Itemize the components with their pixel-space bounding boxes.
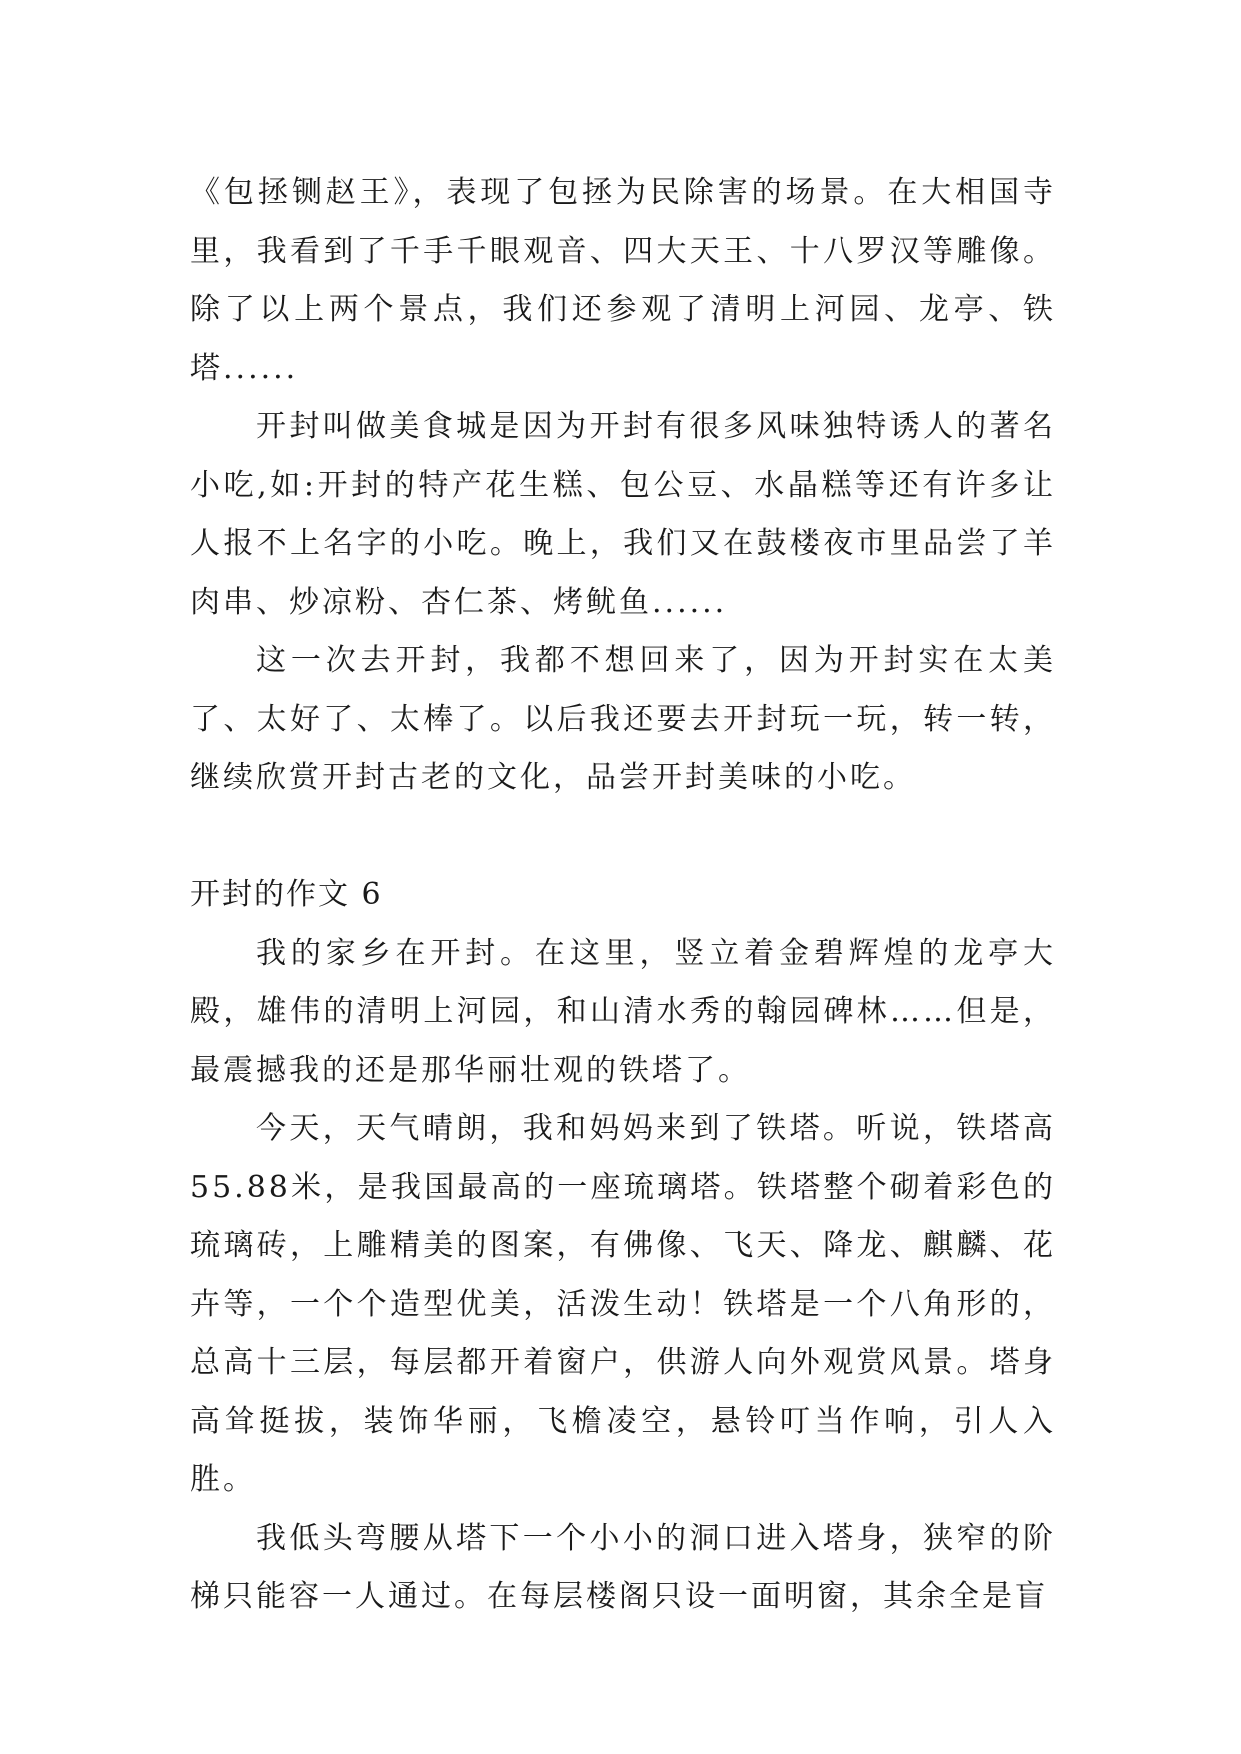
section-gap xyxy=(190,808,1056,867)
paragraph-entering-pagoda: 我低头弯腰从塔下一个小小的洞口进入塔身，狭窄的阶梯只能容一人通过。在每层楼阁只设一面明窗，其余全是盲 xyxy=(190,1520,1056,1614)
section-title: 开封的作文 6 xyxy=(190,877,383,912)
paragraph-conclusion: 这一次去开封，我都不想回来了，因为开封实在太美了、太好了、太棒了。以后我还要去开封玩一玩，转一转，继续欣赏开封古老的文化，品尝开封美味的小吃。 xyxy=(190,643,1056,795)
paragraph-hometown: 我的家乡在开封。在这里，竖立着金碧辉煌的龙亭大殿，雄伟的清明上河园，和山清水秀的翰园碑林……但是，最震撼我的还是那华丽壮观的铁塔了。 xyxy=(190,935,1056,1088)
document-body xyxy=(190,164,1056,1627)
paragraph-iron-pagoda: 今天，天气晴朗，我和妈妈来到了铁塔。听说，铁塔高55.88米，是我国最高的一座琉璃塔。铁塔整个砌着彩色的琉璃砖，上雕精美的图案，有佛像、飞天、降龙、麒麟、花卉等，一个个造型优美，活泼生动！铁塔是一个八角形的，总高十三层，每层都开着窗户，供游人向外观赏风景。塔身高耸挺拔，装饰华丽，飞檐凌空，悬铃叮当作响，引人入胜。 xyxy=(190,1111,1056,1497)
paragraph-food: 开封叫做美食城是因为开封有很多风味独特诱人的著名小吃,如:开封的特产花生糕、包公豆、水晶糕等还有许多让人报不上名字的小吃。晚上，我们又在鼓楼夜市里品尝了羊肉串、炒凉粉、杏仁茶、烤鱿鱼...... xyxy=(190,409,1056,620)
paragraph-continuation: 《包拯铡赵王》，表现了包拯为民除害的场景。在大相国寺里，我看到了千手千眼观音、四大天王、十八罗汉等雕像。除了以上两个景点，我们还参观了清明上河园、龙亭、铁塔...... xyxy=(190,175,1056,386)
